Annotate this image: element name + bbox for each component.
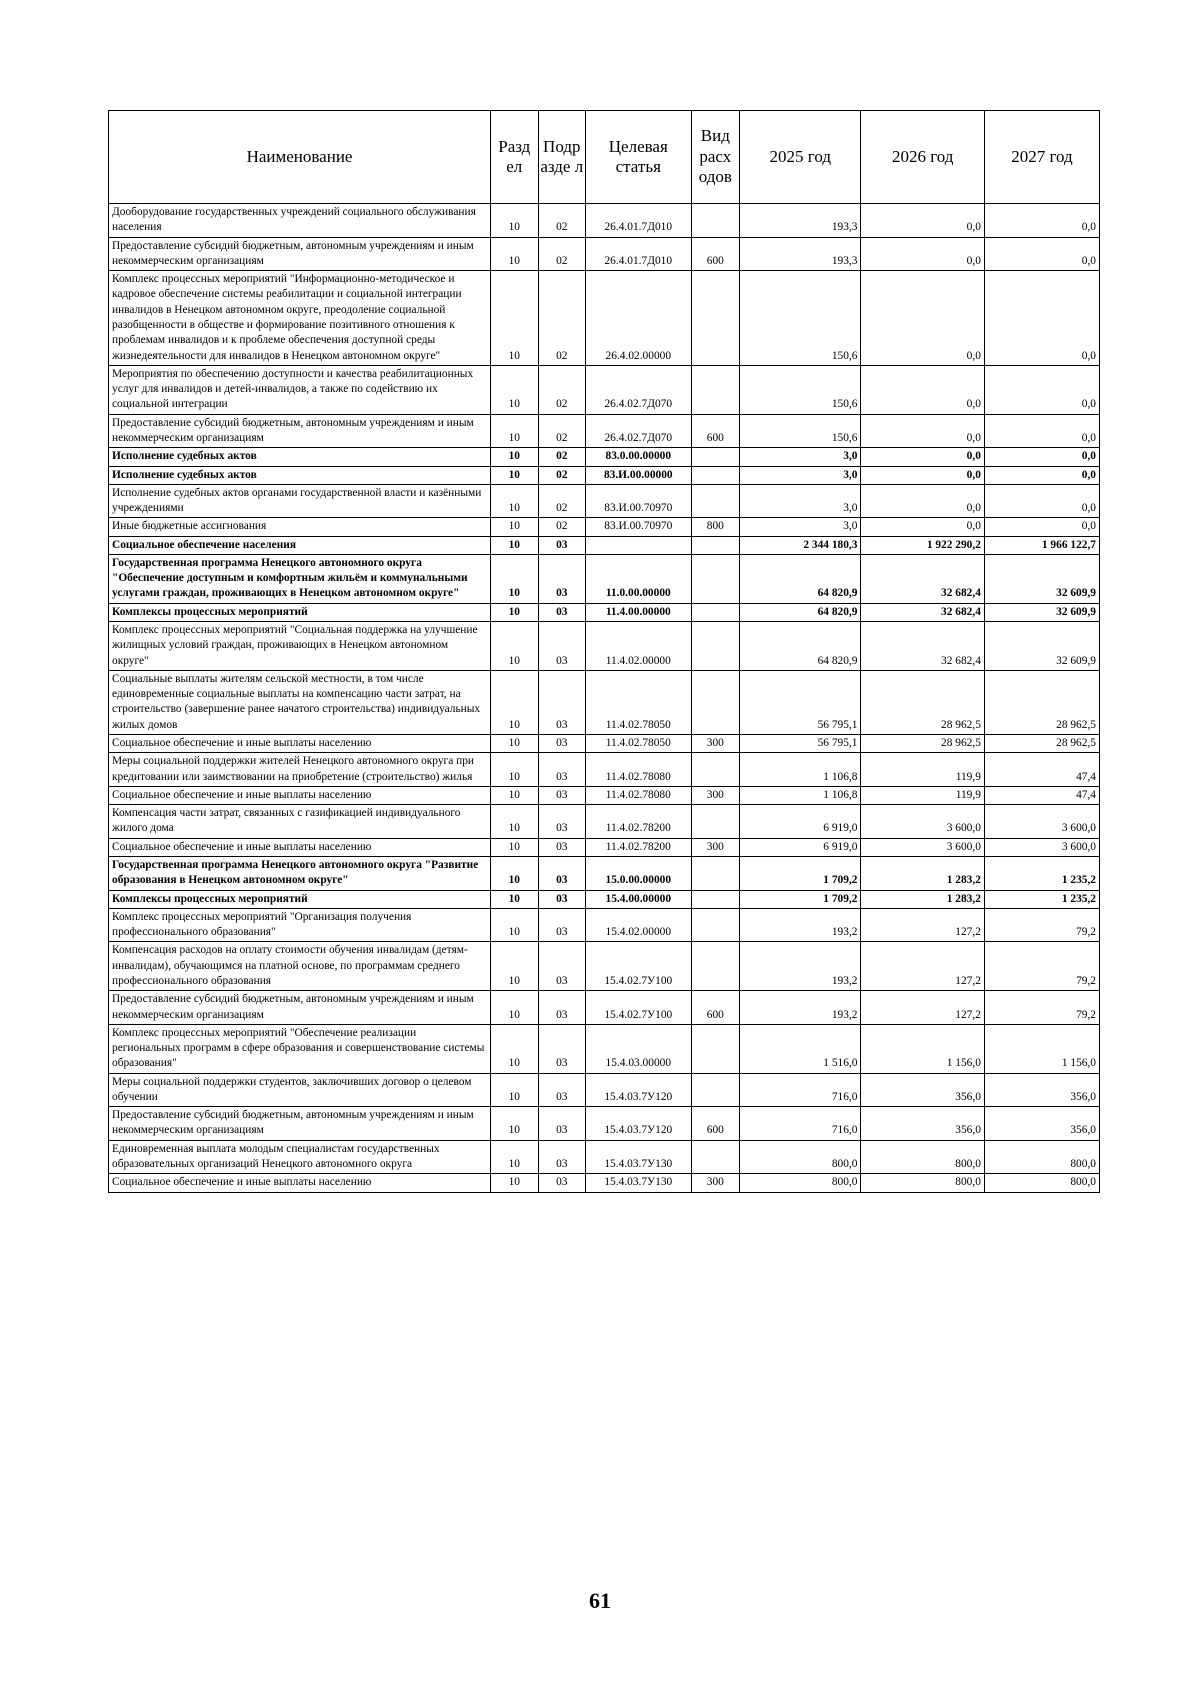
row-target-article: 15.4.03.7У130	[586, 1174, 692, 1192]
header-target-article: Целевая статья	[586, 111, 692, 204]
row-name: Социальное обеспечение и иные выплаты населению	[109, 838, 491, 856]
row-target-article: 11.4.00.00000	[586, 603, 692, 621]
table-row	[109, 603, 1100, 621]
row-amount-2025: 716,0	[740, 1107, 861, 1141]
row-name: Компенсация расходов на оплату стоимости обучения инвалидам (детям-инвалидам), обучающимся на платной основе, по программам среднего профессионального образования	[109, 942, 491, 991]
row-amount-2027: 3 600,0	[984, 838, 1099, 856]
row-name: Социальное обеспечение и иные выплаты населению	[109, 1174, 491, 1192]
row-section: 10	[491, 856, 538, 890]
row-section: 10	[491, 536, 538, 554]
row-amount-2025: 6 919,0	[740, 805, 861, 839]
row-amount-2025: 150,6	[740, 271, 861, 366]
row-name: Предоставление субсидий бюджетным, автономным учреждениям и иным некоммерческим организациям	[109, 991, 491, 1025]
row-amount-2027: 47,4	[984, 753, 1099, 787]
row-section: 10	[491, 466, 538, 484]
row-amount-2027: 356,0	[984, 1107, 1099, 1141]
row-section: 10	[491, 365, 538, 414]
table-header	[109, 111, 1100, 204]
row-amount-2025: 150,6	[740, 414, 861, 448]
row-subsection: 03	[538, 536, 585, 554]
row-amount-2025: 3,0	[740, 448, 861, 466]
row-expense-type	[691, 554, 740, 603]
row-expense-type: 300	[691, 786, 740, 804]
row-amount-2027: 79,2	[984, 942, 1099, 991]
row-target-article: 83.И.00.70970	[586, 484, 692, 518]
row-subsection: 03	[538, 838, 585, 856]
row-amount-2025: 1 106,8	[740, 753, 861, 787]
row-target-article: 83.0.00.00000	[586, 448, 692, 466]
row-expense-type: 600	[691, 237, 740, 271]
row-name: Социальные выплаты жителям сельской местности, в том числе единовременные социальные выплаты на компенсацию части затрат, на строительство (завершение ранее начатого строительства) индивидуальных жилых домов	[109, 670, 491, 734]
row-name: Социальное обеспечение и иные выплаты населению	[109, 786, 491, 804]
row-amount-2025: 3,0	[740, 518, 861, 536]
row-target-article: 26.4.01.7Д010	[586, 237, 692, 271]
header-row	[109, 111, 1100, 204]
table-row	[109, 414, 1100, 448]
row-amount-2027: 0,0	[984, 271, 1099, 366]
row-subsection: 03	[538, 890, 585, 908]
row-name: Предоставление субсидий бюджетным, автономным учреждениям и иным некоммерческим организациям	[109, 1107, 491, 1141]
header-2026: 2026 год	[861, 111, 984, 204]
row-expense-type: 300	[691, 735, 740, 753]
row-expense-type	[691, 603, 740, 621]
row-amount-2026: 356,0	[861, 1073, 984, 1107]
row-amount-2025: 64 820,9	[740, 603, 861, 621]
row-amount-2026: 800,0	[861, 1174, 984, 1192]
row-amount-2025: 193,3	[740, 237, 861, 271]
header-subsection: Подр азде л	[538, 111, 585, 204]
row-amount-2027: 0,0	[984, 484, 1099, 518]
row-amount-2026: 28 962,5	[861, 670, 984, 734]
row-amount-2025: 193,2	[740, 991, 861, 1025]
header-expense-type: Вид расх одов	[691, 111, 740, 204]
table-row	[109, 536, 1100, 554]
row-amount-2025: 2 344 180,3	[740, 536, 861, 554]
row-expense-type: 300	[691, 1174, 740, 1192]
row-amount-2027: 32 609,9	[984, 603, 1099, 621]
row-name: Комплекс процессных мероприятий "Социальная поддержка на улучшение жилищных условий граждан, проживающих в Ненецком автономном округе"	[109, 622, 491, 671]
row-target-article: 26.4.02.00000	[586, 271, 692, 366]
row-target-article: 11.4.02.00000	[586, 622, 692, 671]
table-row	[109, 484, 1100, 518]
table-row	[109, 753, 1100, 787]
row-expense-type	[691, 271, 740, 366]
row-section: 10	[491, 942, 538, 991]
row-amount-2027: 32 609,9	[984, 554, 1099, 603]
row-section: 10	[491, 670, 538, 734]
row-name: Иные бюджетные ассигнования	[109, 518, 491, 536]
row-amount-2025: 56 795,1	[740, 670, 861, 734]
table-body	[109, 204, 1100, 1193]
row-amount-2025: 193,2	[740, 942, 861, 991]
row-target-article	[586, 536, 692, 554]
table-row	[109, 890, 1100, 908]
row-amount-2025: 64 820,9	[740, 554, 861, 603]
row-amount-2025: 716,0	[740, 1073, 861, 1107]
row-amount-2027: 79,2	[984, 908, 1099, 942]
row-section: 10	[491, 414, 538, 448]
row-amount-2027: 800,0	[984, 1174, 1099, 1192]
table-row	[109, 271, 1100, 366]
row-section: 10	[491, 1024, 538, 1073]
row-subsection: 03	[538, 603, 585, 621]
row-amount-2025: 3,0	[740, 466, 861, 484]
row-expense-type	[691, 753, 740, 787]
row-expense-type	[691, 622, 740, 671]
table-row	[109, 1174, 1100, 1192]
row-section: 10	[491, 204, 538, 238]
row-amount-2027: 28 962,5	[984, 670, 1099, 734]
row-name: Меры социальной поддержки жителей Ненецкого автономного округа при кредитовании или заимствовании на приобретение (строительство) жилья	[109, 753, 491, 787]
row-amount-2026: 1 283,2	[861, 890, 984, 908]
row-expense-type	[691, 1024, 740, 1073]
row-expense-type	[691, 536, 740, 554]
row-section: 10	[491, 753, 538, 787]
row-expense-type: 800	[691, 518, 740, 536]
row-name: Дооборудование государственных учреждений социального обслуживания населения	[109, 204, 491, 238]
row-amount-2025: 1 516,0	[740, 1024, 861, 1073]
row-expense-type	[691, 670, 740, 734]
table-row	[109, 838, 1100, 856]
row-amount-2025: 56 795,1	[740, 735, 861, 753]
row-target-article: 15.4.02.00000	[586, 908, 692, 942]
row-expense-type	[691, 1140, 740, 1174]
row-amount-2026: 1 156,0	[861, 1024, 984, 1073]
row-section: 10	[491, 484, 538, 518]
row-target-article: 11.4.02.78050	[586, 735, 692, 753]
row-target-article: 15.4.00.00000	[586, 890, 692, 908]
row-section: 10	[491, 1174, 538, 1192]
row-name: Комплексы процессных мероприятий	[109, 890, 491, 908]
row-amount-2027: 0,0	[984, 204, 1099, 238]
row-amount-2026: 1 283,2	[861, 856, 984, 890]
row-amount-2026: 0,0	[861, 414, 984, 448]
row-subsection: 02	[538, 365, 585, 414]
row-amount-2027: 1 156,0	[984, 1024, 1099, 1073]
row-expense-type	[691, 805, 740, 839]
row-target-article: 15.0.00.00000	[586, 856, 692, 890]
table-row	[109, 856, 1100, 890]
row-amount-2026: 800,0	[861, 1140, 984, 1174]
row-amount-2027: 79,2	[984, 991, 1099, 1025]
row-subsection: 03	[538, 942, 585, 991]
row-amount-2025: 193,3	[740, 204, 861, 238]
row-section: 10	[491, 908, 538, 942]
row-section: 10	[491, 622, 538, 671]
row-amount-2026: 3 600,0	[861, 805, 984, 839]
row-expense-type	[691, 466, 740, 484]
table-row	[109, 786, 1100, 804]
row-name: Меры социальной поддержки студентов, заключивших договор о целевом обучении	[109, 1073, 491, 1107]
row-amount-2025: 1 709,2	[740, 856, 861, 890]
row-amount-2025: 64 820,9	[740, 622, 861, 671]
row-section: 10	[491, 838, 538, 856]
row-target-article: 11.4.02.78200	[586, 805, 692, 839]
row-amount-2027: 28 962,5	[984, 735, 1099, 753]
row-section: 10	[491, 805, 538, 839]
row-amount-2026: 127,2	[861, 942, 984, 991]
row-subsection: 03	[538, 786, 585, 804]
row-target-article: 15.4.03.7У120	[586, 1073, 692, 1107]
row-name: Компенсация части затрат, связанных с газификацией индивидуального жилого дома	[109, 805, 491, 839]
row-amount-2027: 47,4	[984, 786, 1099, 804]
row-section: 10	[491, 237, 538, 271]
row-section: 10	[491, 1140, 538, 1174]
row-amount-2027: 800,0	[984, 1140, 1099, 1174]
row-amount-2026: 0,0	[861, 365, 984, 414]
row-name: Комплекс процессных мероприятий "Организация получения профессионального образования"	[109, 908, 491, 942]
row-target-article: 11.0.00.00000	[586, 554, 692, 603]
row-subsection: 03	[538, 1107, 585, 1141]
row-amount-2026: 1 922 290,2	[861, 536, 984, 554]
row-amount-2026: 32 682,4	[861, 622, 984, 671]
row-expense-type	[691, 890, 740, 908]
row-subsection: 02	[538, 466, 585, 484]
row-section: 10	[491, 890, 538, 908]
row-expense-type: 600	[691, 991, 740, 1025]
row-amount-2027: 1 235,2	[984, 856, 1099, 890]
row-name: Комплекс процессных мероприятий "Обеспечение реализации региональных программ в сфере образования и совершенствование системы образования"	[109, 1024, 491, 1073]
row-amount-2026: 0,0	[861, 271, 984, 366]
row-amount-2025: 193,2	[740, 908, 861, 942]
row-amount-2027: 0,0	[984, 448, 1099, 466]
row-name: Исполнение судебных актов	[109, 448, 491, 466]
row-expense-type: 600	[691, 1107, 740, 1141]
row-amount-2025: 1 709,2	[740, 890, 861, 908]
row-target-article: 83.И.00.70970	[586, 518, 692, 536]
row-amount-2027: 1 966 122,7	[984, 536, 1099, 554]
table-row	[109, 1107, 1100, 1141]
row-subsection: 02	[538, 204, 585, 238]
row-amount-2027: 1 235,2	[984, 890, 1099, 908]
row-target-article: 15.4.02.7У100	[586, 991, 692, 1025]
row-name: Социальное обеспечение и иные выплаты населению	[109, 735, 491, 753]
row-expense-type	[691, 448, 740, 466]
row-amount-2027: 0,0	[984, 518, 1099, 536]
row-section: 10	[491, 991, 538, 1025]
row-expense-type: 300	[691, 838, 740, 856]
table-row	[109, 466, 1100, 484]
row-subsection: 03	[538, 991, 585, 1025]
row-target-article: 83.И.00.00000	[586, 466, 692, 484]
row-subsection: 03	[538, 670, 585, 734]
row-section: 10	[491, 554, 538, 603]
row-amount-2027: 0,0	[984, 414, 1099, 448]
row-name: Государственная программа Ненецкого автономного округа "Обеспечение доступным и комфортным жильём и коммунальными услугами граждан, проживающих в Ненецком автономном округе"	[109, 554, 491, 603]
row-expense-type: 600	[691, 414, 740, 448]
row-section: 10	[491, 735, 538, 753]
row-subsection: 03	[538, 1073, 585, 1107]
row-subsection: 03	[538, 735, 585, 753]
row-subsection: 03	[538, 1024, 585, 1073]
row-name: Социальное обеспечение населения	[109, 536, 491, 554]
row-amount-2026: 356,0	[861, 1107, 984, 1141]
row-name: Предоставление субсидий бюджетным, автономным учреждениям и иным некоммерческим организациям	[109, 237, 491, 271]
table-row	[109, 805, 1100, 839]
row-expense-type	[691, 942, 740, 991]
table-row	[109, 237, 1100, 271]
row-section: 10	[491, 786, 538, 804]
row-amount-2026: 119,9	[861, 786, 984, 804]
row-subsection: 03	[538, 1140, 585, 1174]
row-expense-type	[691, 365, 740, 414]
row-amount-2026: 0,0	[861, 448, 984, 466]
row-target-article: 11.4.02.78200	[586, 838, 692, 856]
table-row	[109, 670, 1100, 734]
row-target-article: 11.4.02.78050	[586, 670, 692, 734]
row-subsection: 03	[538, 805, 585, 839]
row-subsection: 02	[538, 414, 585, 448]
row-amount-2026: 0,0	[861, 484, 984, 518]
row-subsection: 03	[538, 753, 585, 787]
table-row	[109, 554, 1100, 603]
row-target-article: 15.4.03.00000	[586, 1024, 692, 1073]
table-row	[109, 942, 1100, 991]
header-name: Наименование	[109, 111, 491, 204]
table-row	[109, 1073, 1100, 1107]
header-section: Разд ел	[491, 111, 538, 204]
row-target-article: 26.4.02.7Д070	[586, 365, 692, 414]
row-target-article: 26.4.01.7Д010	[586, 204, 692, 238]
row-subsection: 02	[538, 237, 585, 271]
row-amount-2027: 0,0	[984, 237, 1099, 271]
table-row	[109, 908, 1100, 942]
budget-table	[108, 110, 1100, 1193]
row-amount-2026: 0,0	[861, 518, 984, 536]
row-subsection: 03	[538, 554, 585, 603]
row-amount-2026: 119,9	[861, 753, 984, 787]
page-number: 61	[589, 1588, 611, 1613]
row-amount-2026: 127,2	[861, 991, 984, 1025]
row-amount-2027: 0,0	[984, 365, 1099, 414]
row-subsection: 02	[538, 271, 585, 366]
row-section: 10	[491, 1073, 538, 1107]
row-target-article: 15.4.02.7У100	[586, 942, 692, 991]
row-amount-2027: 356,0	[984, 1073, 1099, 1107]
table-row	[109, 622, 1100, 671]
row-section: 10	[491, 1107, 538, 1141]
row-amount-2026: 127,2	[861, 908, 984, 942]
row-name: Предоставление субсидий бюджетным, автономным учреждениям и иным некоммерческим организациям	[109, 414, 491, 448]
row-expense-type	[691, 1073, 740, 1107]
row-target-article: 11.4.02.78080	[586, 786, 692, 804]
row-section: 10	[491, 518, 538, 536]
row-amount-2026: 28 962,5	[861, 735, 984, 753]
row-expense-type	[691, 484, 740, 518]
row-expense-type	[691, 908, 740, 942]
row-target-article: 15.4.03.7У120	[586, 1107, 692, 1141]
row-amount-2027: 0,0	[984, 466, 1099, 484]
row-amount-2025: 800,0	[740, 1140, 861, 1174]
row-amount-2025: 6 919,0	[740, 838, 861, 856]
row-subsection: 03	[538, 856, 585, 890]
row-name: Мероприятия по обеспечению доступности и качества реабилитационных услуг для инвалидов и детей-инвалидов, а также по содействию их социальной интеграции	[109, 365, 491, 414]
table-row	[109, 518, 1100, 536]
row-subsection: 03	[538, 622, 585, 671]
row-subsection: 02	[538, 484, 585, 518]
row-name: Комплекс процессных мероприятий "Информационно-методическое и кадровое обеспечение системы реабилитации и социальной интеграции инвалидов в Ненецком автономном округе, преодоление социальной разобщенности в обществе и формирование позитивного отношения к проблемам инвалидов и к проблеме обеспечения доступной среды жизнедеятельности для инвалидов в Ненецком автономном округе"	[109, 271, 491, 366]
row-expense-type	[691, 204, 740, 238]
table-row	[109, 1140, 1100, 1174]
row-subsection: 03	[538, 1174, 585, 1192]
table-row	[109, 204, 1100, 238]
table-row	[109, 448, 1100, 466]
table-row	[109, 735, 1100, 753]
row-amount-2026: 32 682,4	[861, 554, 984, 603]
row-section: 10	[491, 448, 538, 466]
table-row	[109, 1024, 1100, 1073]
header-2025: 2025 год	[740, 111, 861, 204]
row-amount-2026: 0,0	[861, 204, 984, 238]
row-amount-2027: 3 600,0	[984, 805, 1099, 839]
row-section: 10	[491, 271, 538, 366]
row-amount-2025: 1 106,8	[740, 786, 861, 804]
row-amount-2025: 150,6	[740, 365, 861, 414]
row-amount-2026: 32 682,4	[861, 603, 984, 621]
row-amount-2027: 32 609,9	[984, 622, 1099, 671]
row-name: Государственная программа Ненецкого автономного округа "Развитие образования в Ненецком автономном округе"	[109, 856, 491, 890]
row-amount-2026: 0,0	[861, 466, 984, 484]
row-expense-type	[691, 856, 740, 890]
row-amount-2025: 800,0	[740, 1174, 861, 1192]
table-row	[109, 991, 1100, 1025]
row-target-article: 26.4.02.7Д070	[586, 414, 692, 448]
row-subsection: 03	[538, 908, 585, 942]
row-name: Исполнение судебных актов органами государственной власти и казёнными учреждениями	[109, 484, 491, 518]
row-subsection: 02	[538, 448, 585, 466]
row-amount-2026: 3 600,0	[861, 838, 984, 856]
row-target-article: 11.4.02.78080	[586, 753, 692, 787]
table-row	[109, 365, 1100, 414]
row-amount-2026: 0,0	[861, 237, 984, 271]
row-section: 10	[491, 603, 538, 621]
row-amount-2025: 3,0	[740, 484, 861, 518]
row-name: Комплексы процессных мероприятий	[109, 603, 491, 621]
row-subsection: 02	[538, 518, 585, 536]
row-target-article: 15.4.03.7У130	[586, 1140, 692, 1174]
row-name: Исполнение судебных актов	[109, 466, 491, 484]
row-name: Единовременная выплата молодым специалистам государственных образовательных организаций Ненецкого автономного округа	[109, 1140, 491, 1174]
header-2027: 2027 год	[984, 111, 1099, 204]
